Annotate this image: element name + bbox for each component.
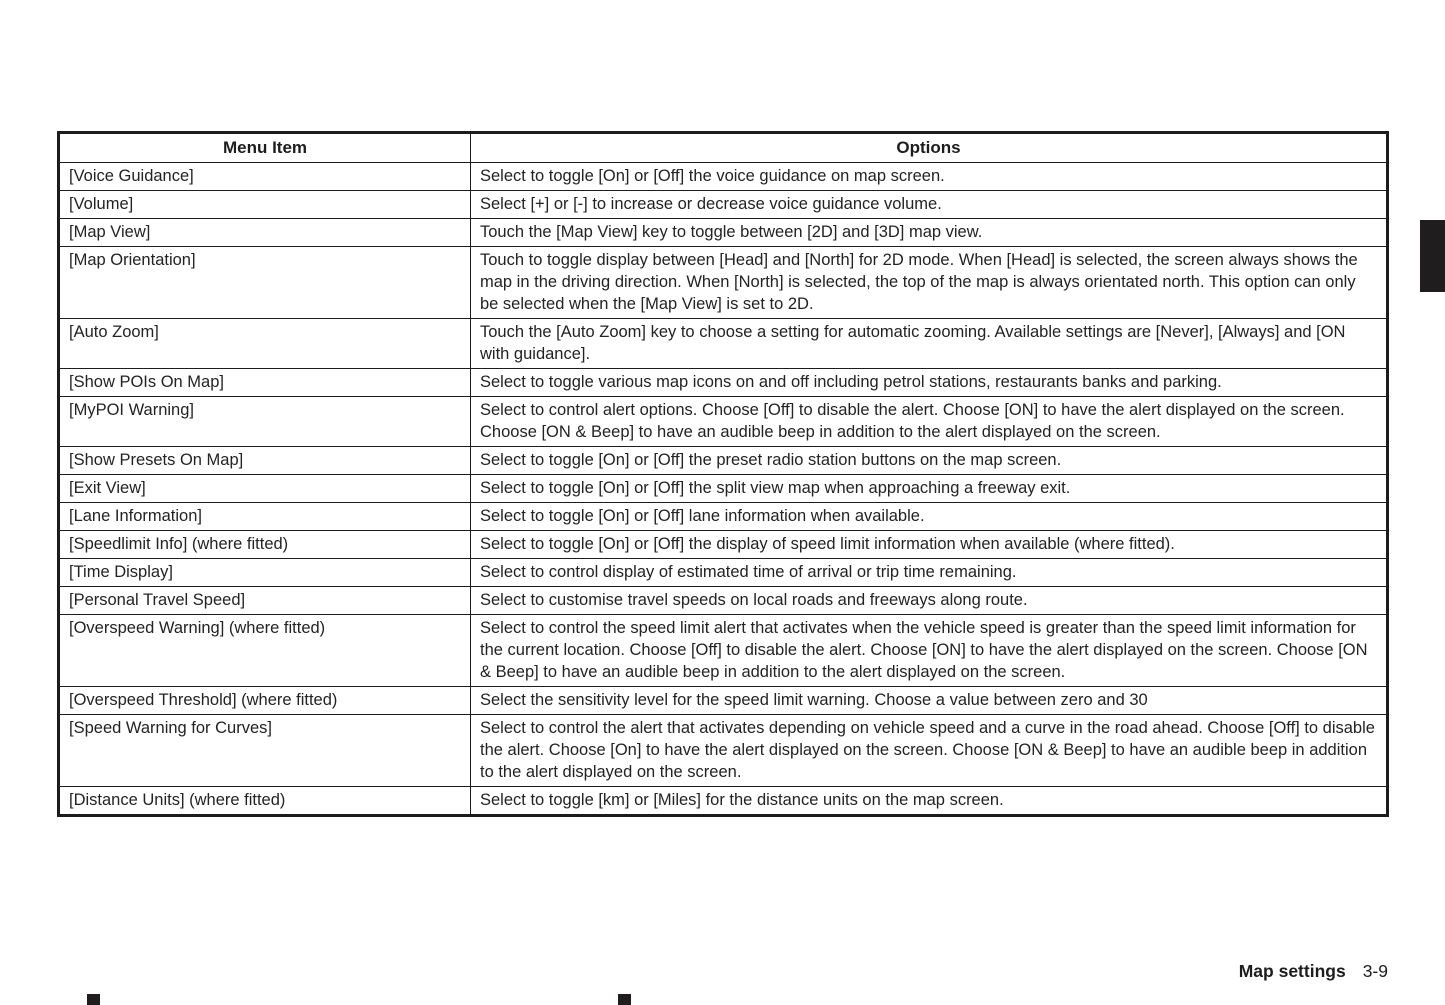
- menu-item-cell: [Speedlimit Info] (where fitted): [59, 531, 471, 559]
- options-cell: Select to customise travel speeds on local roads and freeways along route.: [471, 587, 1388, 615]
- menu-item-cell: [Time Display]: [59, 559, 471, 587]
- menu-item-cell: [Volume]: [59, 191, 471, 219]
- options-cell: Select the sensitivity level for the speed limit warning. Choose a value between zero and 30: [471, 687, 1388, 715]
- table-header-row: [59, 133, 1388, 163]
- table-header: [59, 133, 1388, 163]
- options-cell: Select to toggle [On] or [Off] the preset radio station buttons on the map screen.: [471, 447, 1388, 475]
- options-cell: Select to toggle [On] or [Off] the split view map when approaching a freeway exit.: [471, 475, 1388, 503]
- menu-item-cell: [Speed Warning for Curves]: [59, 715, 471, 787]
- menu-item-cell: [Lane Information]: [59, 503, 471, 531]
- menu-item-cell: [Show Presets On Map]: [59, 447, 471, 475]
- menu-item-cell: [Exit View]: [59, 475, 471, 503]
- options-cell: Touch the [Map View] key to toggle between [2D] and [3D] map view.: [471, 219, 1388, 247]
- settings-table-container: [57, 131, 1389, 817]
- table-row: [59, 531, 1388, 559]
- options-cell: Select to control display of estimated time of arrival or trip time remaining.: [471, 559, 1388, 587]
- options-cell: Touch the [Auto Zoom] key to choose a setting for automatic zooming. Available settings are [Never], [Always] and [ON with guidance].: [471, 319, 1388, 369]
- table-row: [59, 163, 1388, 191]
- options-cell: Select to toggle [On] or [Off] the voice guidance on map screen.: [471, 163, 1388, 191]
- print-registration-mark: [618, 994, 631, 1005]
- menu-item-column-header: Menu Item: [59, 133, 471, 163]
- table-row: [59, 447, 1388, 475]
- table-row: [59, 247, 1388, 319]
- menu-item-cell: [Overspeed Warning] (where fitted): [59, 615, 471, 687]
- table-row: [59, 191, 1388, 219]
- menu-item-cell: [Distance Units] (where fitted): [59, 787, 471, 816]
- table-row: [59, 219, 1388, 247]
- options-cell: Select to control the speed limit alert that activates when the vehicle speed is greater than the speed limit information for the current location. Choose [Off] to disable the alert. Choose [ON] to have the alert displayed on the screen. Choose [ON & Beep] to have an audible beep in addition to the alert displayed on the screen.: [471, 615, 1388, 687]
- table-row: [59, 687, 1388, 715]
- table-row: [59, 369, 1388, 397]
- options-cell: Select to control alert options. Choose [Off] to disable the alert. Choose [ON] to have the alert displayed on the screen. Choose [ON & Beep] to have an audible beep in addition to the alert displayed on the screen.: [471, 397, 1388, 447]
- options-cell: Select to toggle [On] or [Off] lane information when available.: [471, 503, 1388, 531]
- table-row: [59, 587, 1388, 615]
- menu-item-cell: [Map Orientation]: [59, 247, 471, 319]
- print-registration-mark: [87, 994, 100, 1005]
- table-row: [59, 397, 1388, 447]
- table-row: [59, 503, 1388, 531]
- options-cell: Select to control the alert that activates depending on vehicle speed and a curve in the road ahead. Choose [Off] to disable the alert. Choose [On] to have the alert displayed on the screen. Choose [ON & Beep] to have an audible beep in addition to the alert displayed on the screen.: [471, 715, 1388, 787]
- options-cell: Select [+] or [-] to increase or decrease voice guidance volume.: [471, 191, 1388, 219]
- table-row: [59, 615, 1388, 687]
- table-row: [59, 559, 1388, 587]
- menu-item-cell: [Overspeed Threshold] (where fitted): [59, 687, 471, 715]
- table-row: [59, 319, 1388, 369]
- menu-item-cell: [Auto Zoom]: [59, 319, 471, 369]
- map-settings-table: [57, 131, 1389, 817]
- table-body: [59, 163, 1388, 816]
- footer-page-number: 3-9: [1362, 961, 1388, 981]
- menu-item-cell: [Show POIs On Map]: [59, 369, 471, 397]
- menu-item-cell: [MyPOI Warning]: [59, 397, 471, 447]
- menu-item-cell: [Personal Travel Speed]: [59, 587, 471, 615]
- table-row: [59, 715, 1388, 787]
- options-cell: Select to toggle [On] or [Off] the display of speed limit information when available (where fitted).: [471, 531, 1388, 559]
- options-cell: Select to toggle [km] or [Miles] for the distance units on the map screen.: [471, 787, 1388, 816]
- page-footer: [1239, 961, 1388, 982]
- chapter-index-tab: [1420, 220, 1445, 292]
- table-row: [59, 475, 1388, 503]
- footer-section-title: Map settings: [1238, 961, 1346, 981]
- menu-item-cell: [Voice Guidance]: [59, 163, 471, 191]
- options-column-header: Options: [471, 133, 1388, 163]
- options-cell: Touch to toggle display between [Head] and [North] for 2D mode. When [Head] is selected, the screen always shows the map in the driving direction. When [North] is selected, the top of the map is always orientated north. This option can only be selected when the [Map View] is set to 2D.: [471, 247, 1388, 319]
- table-row: [59, 787, 1388, 816]
- options-cell: Select to toggle various map icons on and off including petrol stations, restaurants banks and parking.: [471, 369, 1388, 397]
- menu-item-cell: [Map View]: [59, 219, 471, 247]
